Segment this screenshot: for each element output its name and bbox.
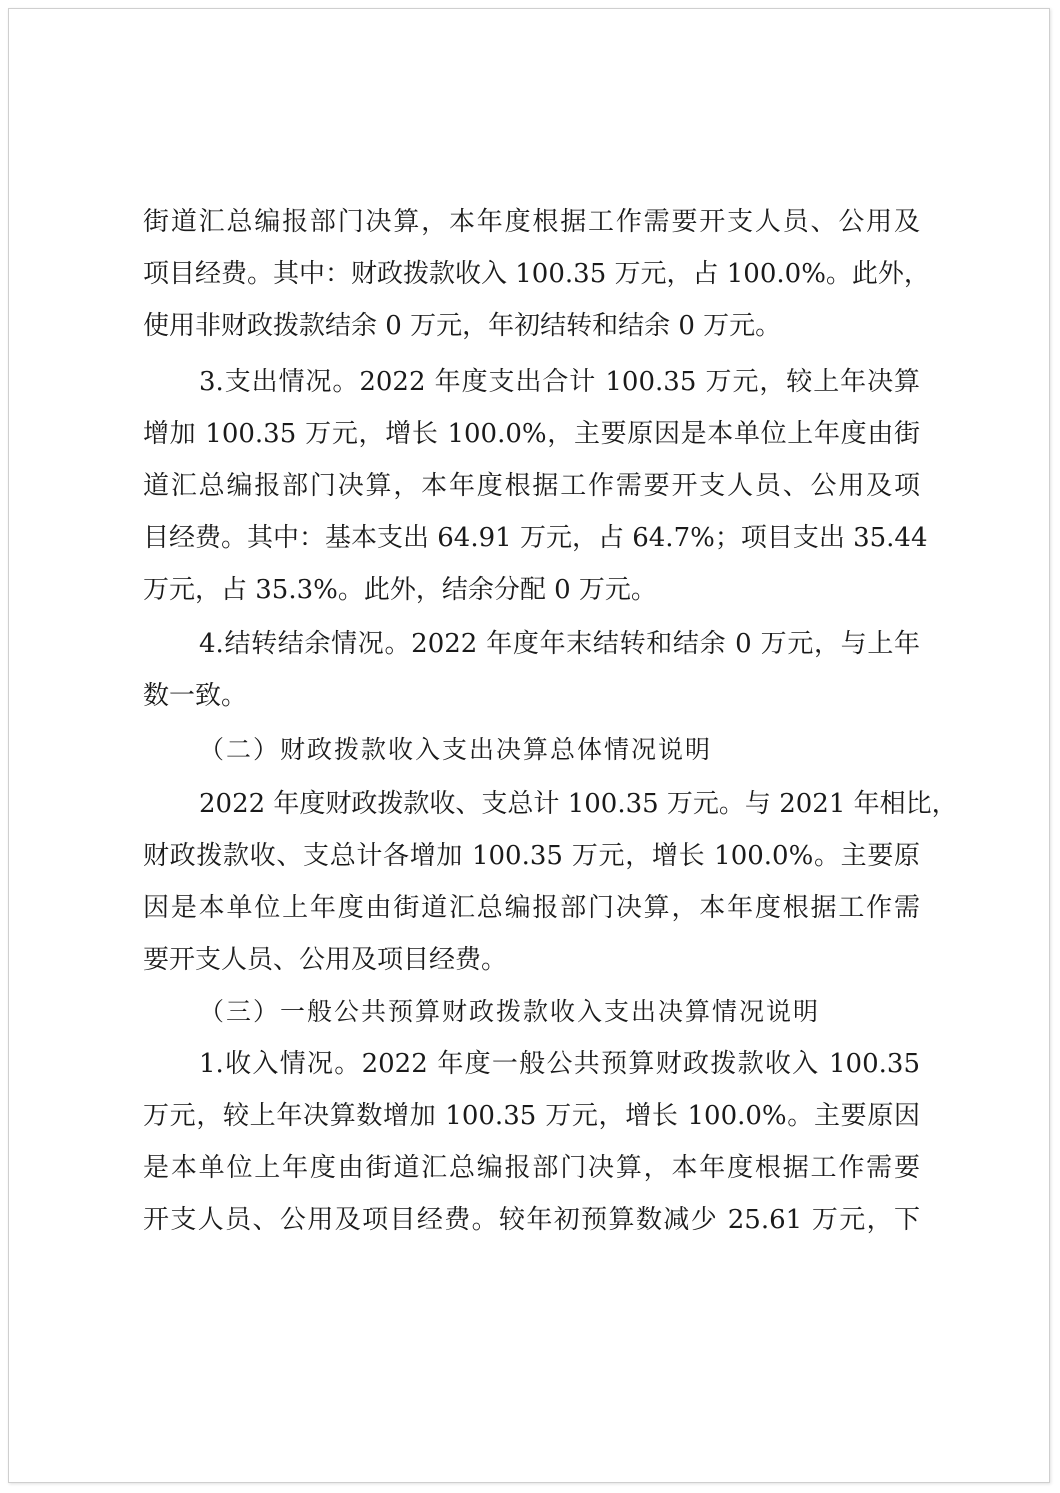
- text-line: 使用非财政拨款结余 0 万元，年初结转和结余 0 万元。: [143, 311, 782, 341]
- text-line: 项目经费。其中：财政拨款收入 100.35 万元，占 100.0%。此外，: [143, 259, 930, 289]
- text-line: 目经费。其中：基本支出 64.91 万元，占 64.7%；项目支出 35.44: [143, 523, 928, 553]
- text-line: 增加 100.35 万元，增长 100.0%，主要原因是本单位上年度由街: [143, 419, 920, 449]
- text-line: 数一致。: [143, 681, 248, 711]
- text-line: 因是本单位上年度由街道汇总编报部门决算，本年度根据工作需: [143, 893, 920, 923]
- text-line: 街道汇总编报部门决算，本年度根据工作需要开支人员、公用及: [143, 207, 920, 237]
- text-line: 道汇总编报部门决算，本年度根据工作需要开支人员、公用及项: [143, 471, 920, 501]
- text-line: 要开支人员、公用及项目经费。: [143, 945, 508, 975]
- section-heading: （三）一般公共预算财政拨款收入支出决算情况说明: [199, 997, 821, 1026]
- text-line: 是本单位上年度由街道汇总编报部门决算，本年度根据工作需要: [143, 1153, 920, 1183]
- text-line: 2022 年度财政拨款收、支总计 100.35 万元。与 2021 年相比，: [199, 789, 958, 819]
- text-line: 4.结转结余情况。2022 年度年末结转和结余 0 万元，与上年: [199, 629, 920, 659]
- text-line: 财政拨款收、支总计各增加 100.35 万元，增长 100.0%。主要原: [143, 841, 920, 871]
- text-line: 万元，占 35.3%。此外，结余分配 0 万元。: [143, 575, 657, 605]
- section-heading: （二）财政拨款收入支出决算总体情况说明: [199, 735, 713, 764]
- text-line: 万元，较上年决算数增加 100.35 万元，增长 100.0%。主要原因: [143, 1101, 920, 1131]
- text-line: 3.支出情况。2022 年度支出合计 100.35 万元，较上年决算: [199, 367, 920, 397]
- text-line: 开支人员、公用及项目经费。较年初预算数减少 25.61 万元，下: [143, 1205, 920, 1235]
- text-line: 1.收入情况。2022 年度一般公共预算财政拨款收入 100.35: [199, 1049, 920, 1079]
